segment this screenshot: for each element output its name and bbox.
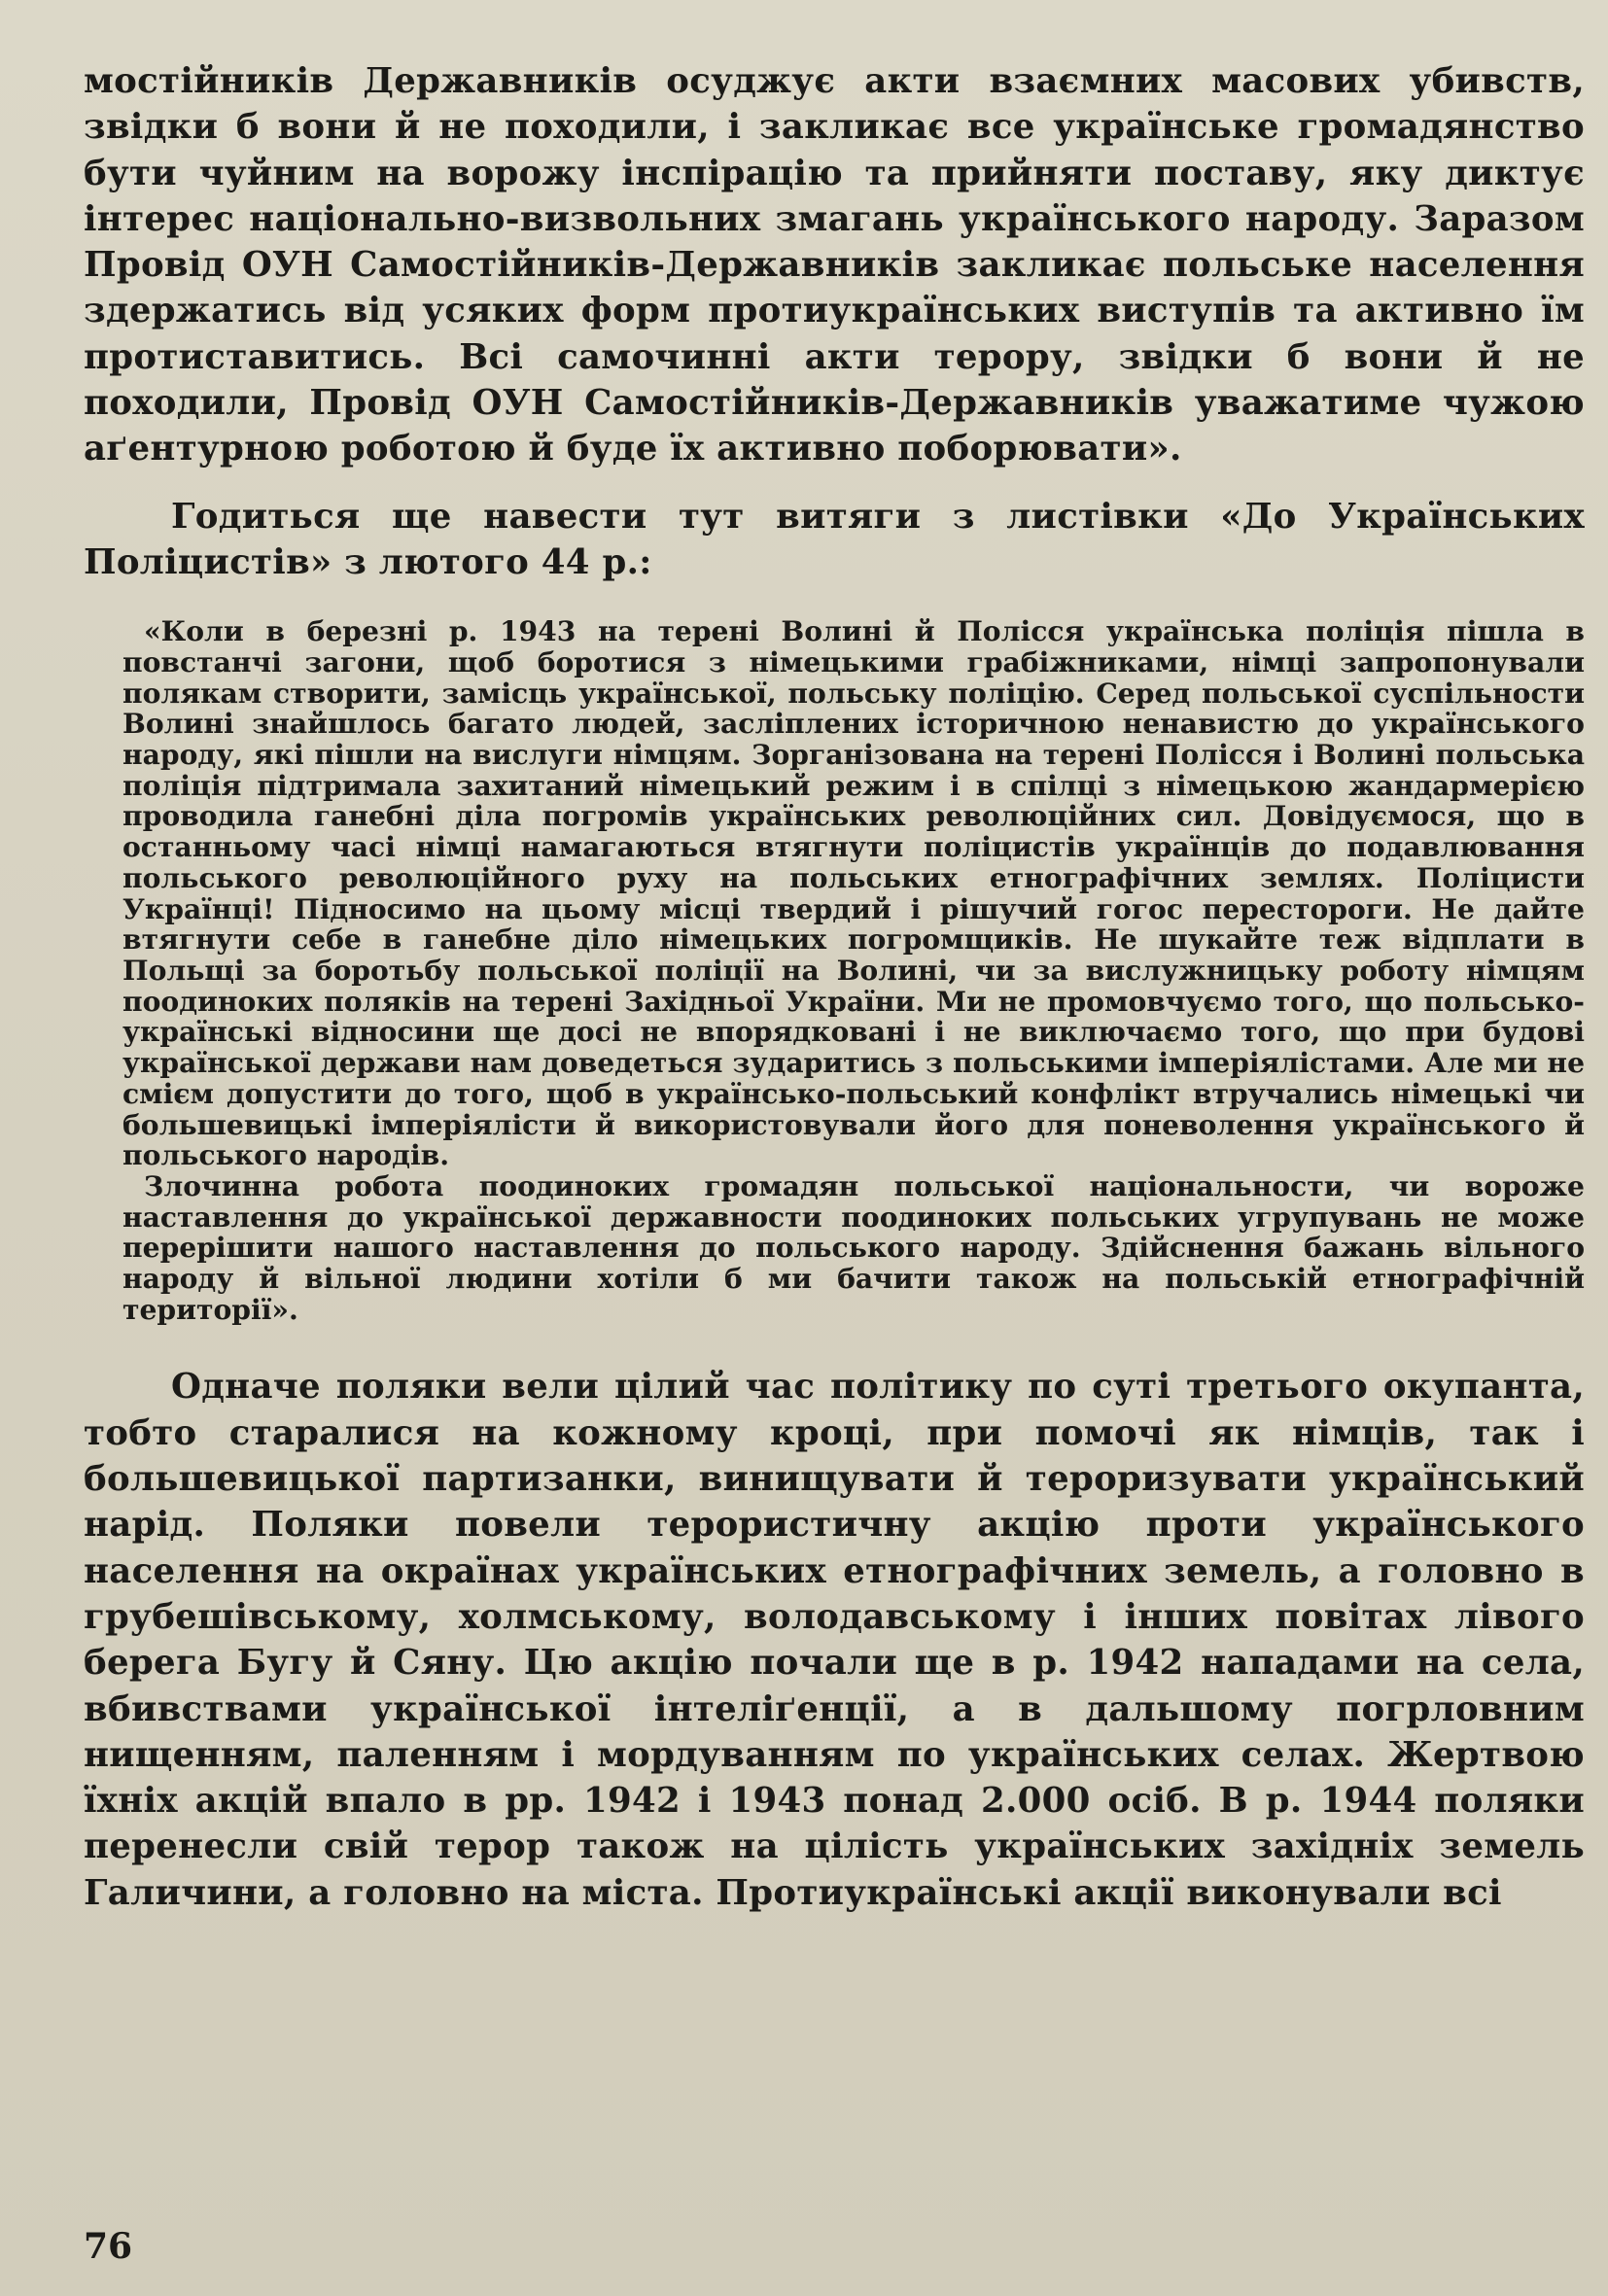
paragraph-polish-policy: Одначе поляки вели цілий час політику по суті третього окупанта, тобто старалися на кожному кроці, при помочі як німців, так і большевицької партизанки, винищувати й тероризувати український нарід. Поляки повели терористичну акцію проти українського населення на окраїнах українських етнографічних земель, а головно в грубешівському, холмському, володавському і інших повітах лівого берега Бугу й Сяну. Цю акцію почали ще в р. 1942 нападами на села, вбивствами української інтеліґенції, а в дальшому погрловним нищенням, паленням і мордуванням по українських селах. Жертвою їхніх акцій впало в рр. 1942 і 1943 понад 2.000 осіб. В р. 1944 поляки перенесли свій терор також на цілість українських західніх земель Галичини, а головно на міста. Протиукраїнські акції виконували всі — [84, 1367, 1585, 1913]
page-number: 76 — [84, 2226, 133, 2267]
paragraph-intro-quote: Годиться ще навести тут витяги з листівки «До Українських Поліцистів» з лютого 44 р.: — [84, 496, 1585, 582]
paragraph-continuation: мостійників Державників осуджує акти взаємних масових убивств, звідки б вони й не походили, і закликає все українське громадянство бути чуйним на ворожу інспірацію та прийняти поставу, яку диктує інтерес національно-визвольних змагань українського народу. Заразом Провід ОУН Самостійників-Державників закликає польське населення здержатись від усяких форм протиукраїнських виступів та активно їм протиставитись. Всі самочинні акти терору, звідки б вони й не походили, Провід ОУН Самостійників-Державників уважатиме чужою аґентурною роботою й буде їх активно поборювати». — [84, 61, 1585, 470]
leaflet-quote — [84, 616, 1585, 1325]
bottom-text-block — [84, 1364, 1585, 1916]
top-text-block — [84, 58, 1585, 585]
quote-paragraph-2: Злочинна робота поодиноких громадян польської національности, чи вороже наставлення до української державности поодиноких польських угрупувань не може перерішити нашого наставлення до польського народу. Здійснення бажань вільного народу й вільної людини хотіли б ми бачити також на польській етнографічній території». — [122, 1169, 1585, 1326]
quote-paragraph-1: «Коли в березні р. 1943 на терені Волині й Полісся українська поліція пішла в повстанчі загони, щоб боротися з німецькими грабіжниками, німці запропонували полякам створити, замісць української, польську поліцію. Серед польської суспільности Волині знайшлось багато людей, засліплених історичною ненавистю до українського народу, які пішли на вислуги німцям. Зорганізована на терені Полісся і Волині польська поліція підтримала захитаний німецький режим і в спілці з німецькою жандармерією проводила ганебні діла погромів українських революційних сил. Довідуємося, що в останньому часі німці намагаються втягнути поліцистів українців до подавлювання польського революційного руху на польських етнографічних землях. Поліцисти Українці! Підносимо на цьому місці твердий і рішучий гогос перестороги. Не дайте втягнути себе в ганебне діло німецьких погромщиків. Не шукайте теж відплати в Польщі за боротьбу польської поліції на Волині, чи за вислужницьку роботу німцям поодиноких поляків на терені Західньої України. Ми не промовчуємо того, що польсько-українські відносини ще досі не впорядковані і не виключаємо того, що при будові української держави нам доведеться зударитись з польськими імперіялістами. Але ми не смієм допустити до того, щоб в українсько-польський конфлікт втручались німецькі чи большевицькі імперіялісти й використовували його для поневолення українського й польського народів. — [122, 615, 1585, 1172]
